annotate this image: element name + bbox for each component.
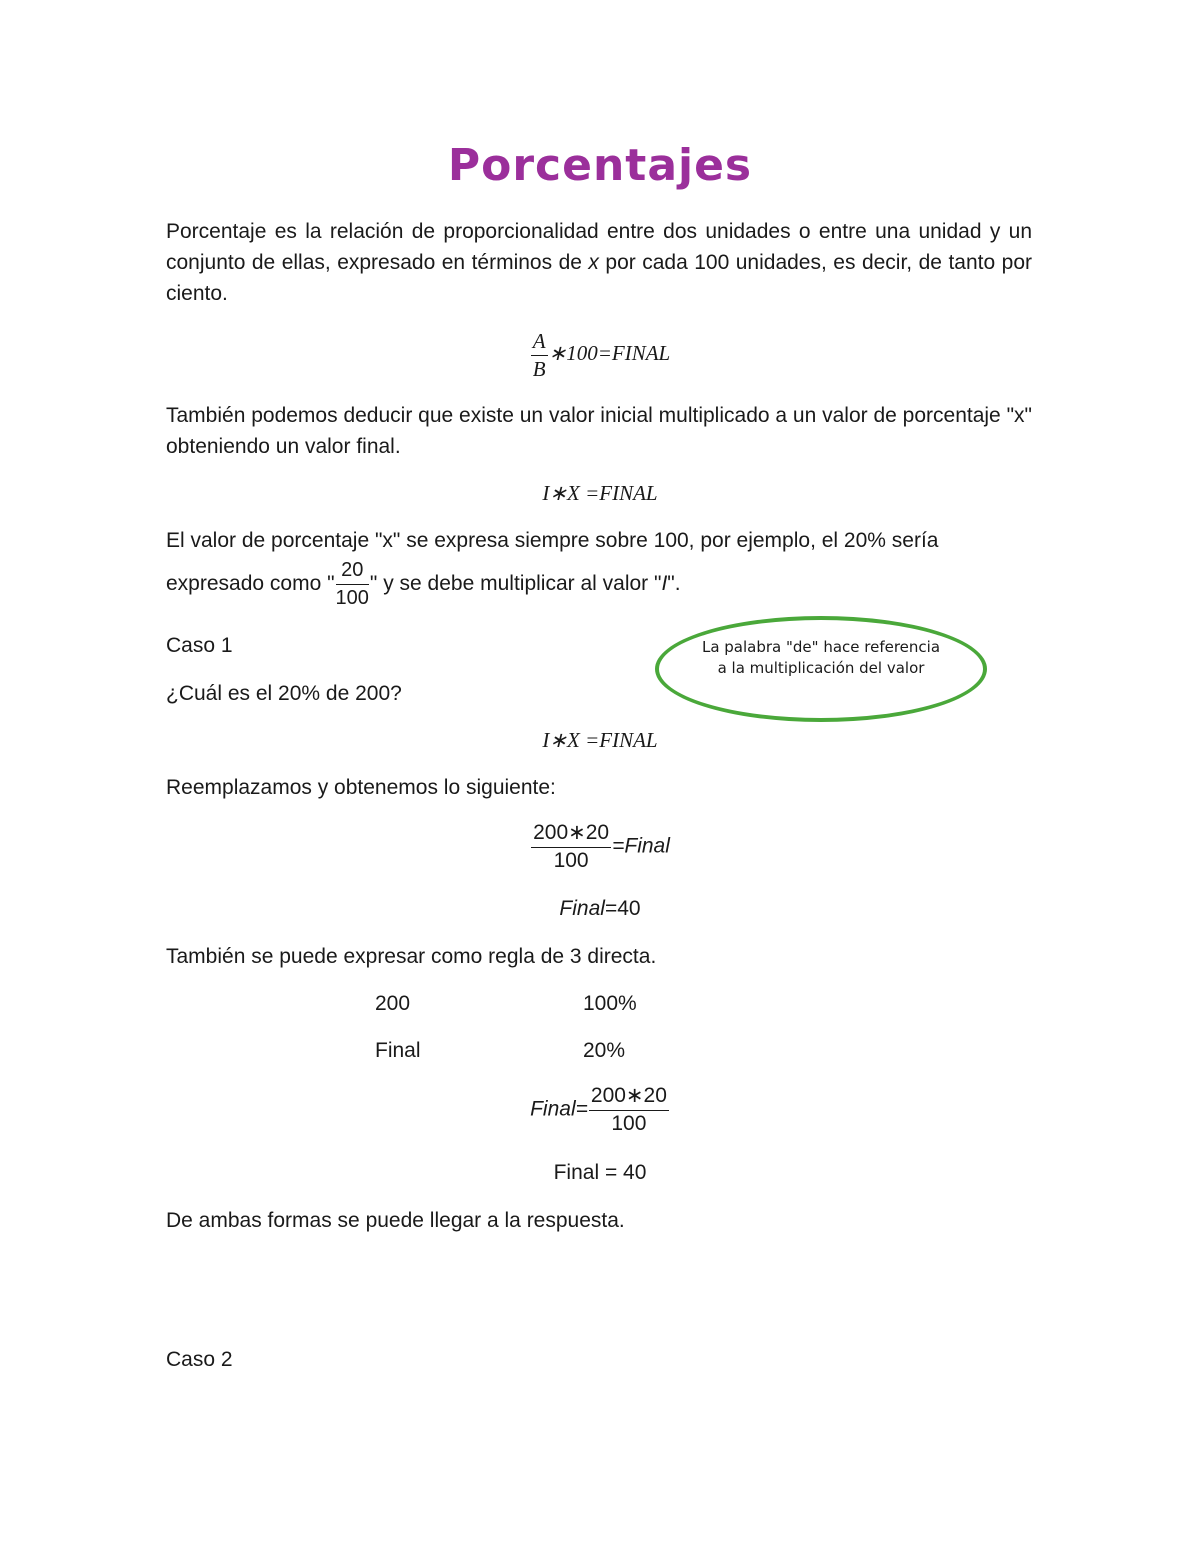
caso1-formula-final-denominator: 100	[611, 1112, 647, 1135]
value-i: I	[661, 572, 668, 595]
caso1-formula-final-left: Final=	[530, 1097, 588, 1121]
intro-variable-x: x	[588, 251, 599, 274]
caso1-result	[0, 897, 1200, 921]
caso1-fraction-formula	[0, 820, 1200, 874]
formula-b-denominator: B	[532, 357, 546, 381]
caso1-fraction	[531, 820, 611, 874]
caso1-label: Caso 1	[166, 634, 233, 657]
paragraph-porcentaje-line2	[166, 557, 681, 611]
caso1-question: ¿Cuál es el 20% de 200?	[166, 682, 402, 705]
paragraph-porcentaje-before-frac: expresado como "	[166, 572, 335, 595]
rule-row2-right: 20%	[583, 1039, 626, 1062]
intro-text-a: Porcentaje es la relación de proporcionalidad entre dos unidades o entre una unidad y un conjunto de ellas, expresado en términos de	[166, 220, 1032, 274]
fraction-denominator: 100	[335, 587, 369, 609]
rule-row2-left: Final	[375, 1039, 421, 1062]
rule-row1-right: 100%	[583, 992, 637, 1015]
fraction-20-over-100	[336, 557, 369, 611]
caso1-fraction-numerator: 200∗20	[531, 820, 611, 848]
caso1-result-value: =40	[604, 897, 641, 920]
caso1-result-label: Final	[559, 897, 605, 920]
intro-text-b: por cada 100 unidades, es decir, de tanto por ciento.	[166, 251, 1032, 305]
paragraph-porcentaje-line1: El valor de porcentaje "x" se expresa siempre sobre 100, por ejemplo, el 20% sería	[166, 529, 939, 552]
page-title: Porcentajes	[447, 140, 753, 191]
caso1-fraction-denominator: 100	[553, 849, 589, 872]
caso1-replace-text: Reemplazamos y obtenemos lo siguiente:	[166, 776, 556, 799]
caso1-formula-ix: I∗X =FINAL	[542, 728, 658, 752]
caso1-formula-final-numerator: 200∗20	[589, 1083, 669, 1111]
formula-a-over-b-fraction	[531, 328, 548, 382]
fraction-numerator: 20	[336, 557, 369, 585]
caso1-rule-text: También se puede expresar como regla de 3 directa.	[166, 945, 657, 968]
paragraph-valor-inicial: También podemos deducir que existe un valor inicial multiplicado a un valor de porcentaje "x" obteniendo un valor final.	[166, 404, 1032, 458]
paragraph-porcentaje-end: ".	[667, 572, 681, 595]
formula-ix-final: I∗X =FINAL	[542, 481, 658, 505]
caso1-conclusion: De ambas formas se puede llegar a la respuesta.	[166, 1209, 625, 1232]
rule-row1-left: 200	[375, 992, 411, 1015]
formula-a-over-b	[0, 328, 1200, 382]
caso2-label: Caso 2	[166, 1348, 233, 1371]
paragraph-porcentaje-after-frac: " y se debe multiplicar al valor "	[369, 572, 662, 595]
caso1-formula-final	[0, 1083, 1200, 1137]
formula-a-over-b-rest: ∗100=FINAL	[548, 340, 671, 365]
callout-text: La palabra "de" hace referencia a la multiplicación del valor	[701, 638, 941, 677]
caso1-fraction-result: =Final	[612, 834, 670, 858]
caso1-final-line: Final = 40	[553, 1161, 647, 1184]
intro-paragraph	[166, 216, 1032, 309]
caso1-formula-final-fraction	[589, 1083, 669, 1137]
formula-a-numerator: A	[531, 328, 548, 356]
